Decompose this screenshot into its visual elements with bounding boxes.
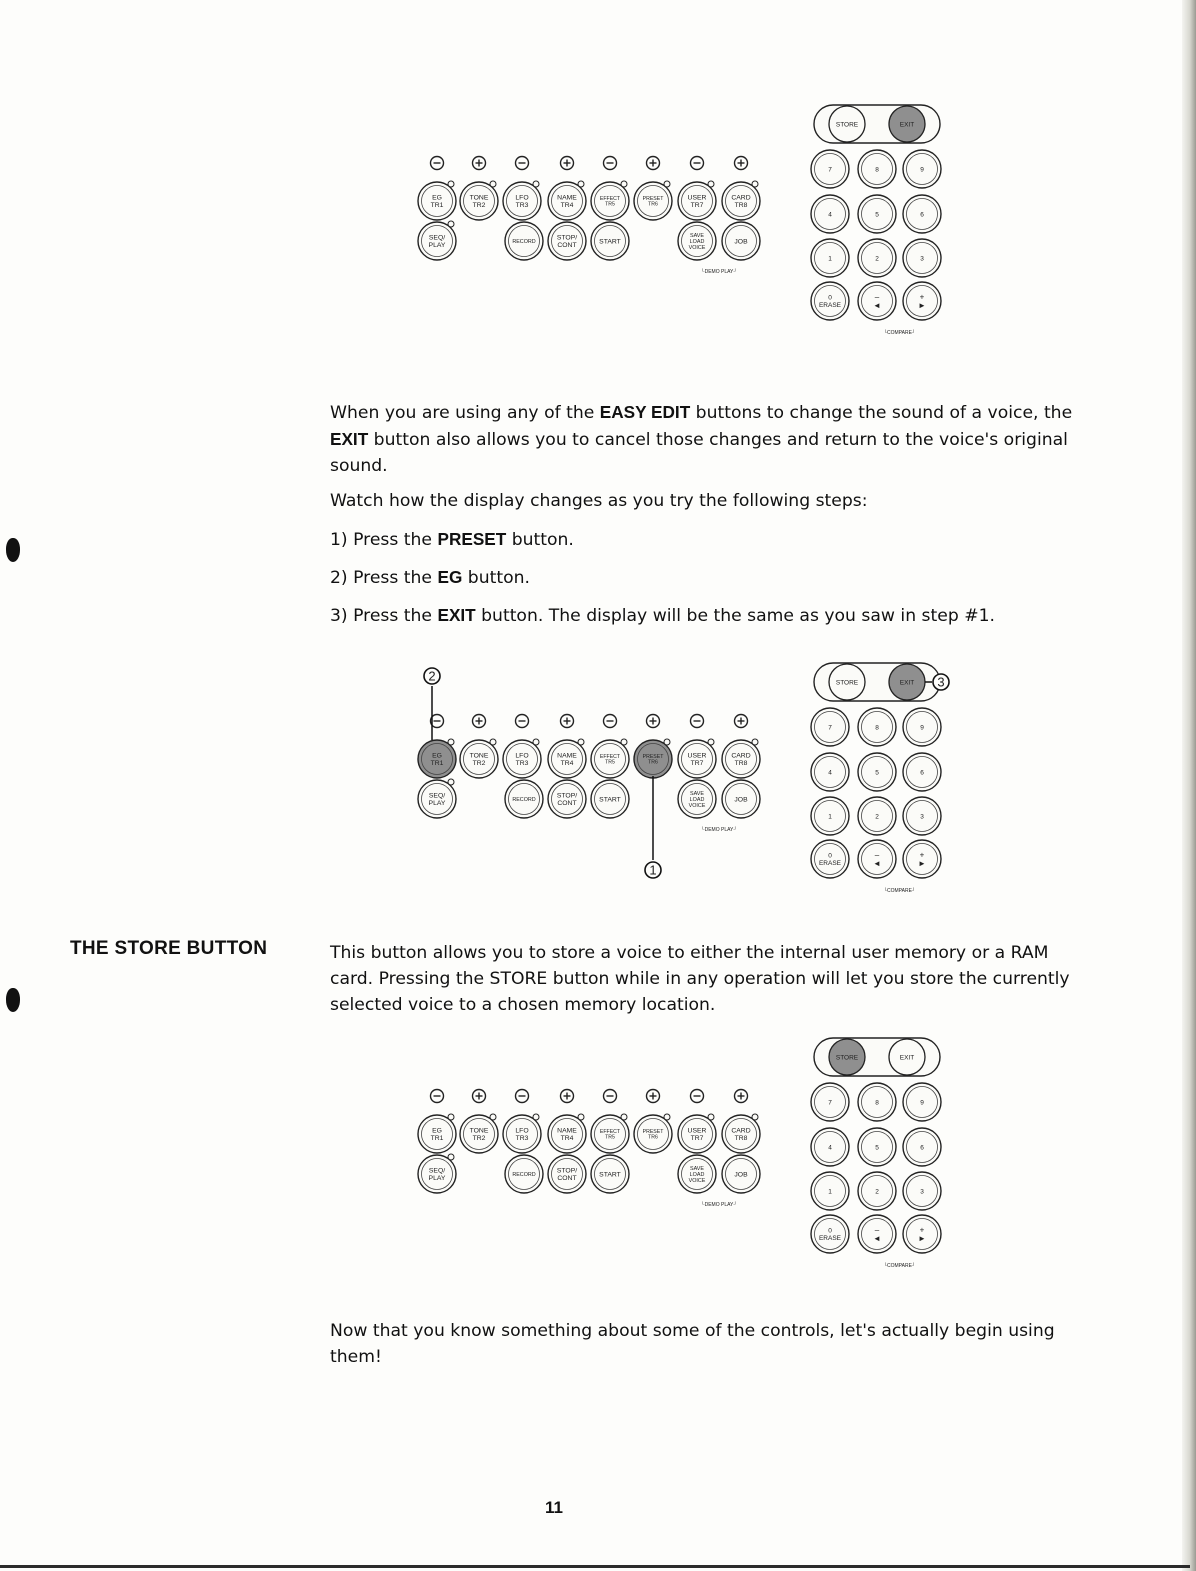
easy-edit-user-label: USER: [687, 752, 707, 760]
save-load-voice-label: VOICE: [688, 802, 706, 809]
stop-cont-label: STOP/: [556, 1167, 578, 1175]
erase-label: 0: [828, 1227, 832, 1235]
erase-label: 0: [828, 294, 832, 302]
easy-edit-tone-label: TONE: [469, 194, 489, 202]
stop-cont-label: STOP/: [556, 792, 578, 800]
easy-edit-card-label: CARD: [731, 752, 751, 760]
erase-label: 0: [828, 852, 832, 860]
led-indicator-icon: [490, 181, 496, 187]
decrement-label: ◄: [873, 1234, 881, 1244]
stop-cont-label: CONT: [557, 242, 577, 250]
callout-2-icon-number: 2: [428, 668, 436, 684]
easy-edit-lfo-label: LFO: [515, 194, 529, 202]
led-indicator-icon: [621, 1114, 627, 1120]
compare-label: └COMPARE┘: [883, 1263, 916, 1269]
decrement-label: –: [874, 1225, 880, 1235]
led-indicator-icon: [621, 739, 627, 745]
seq-play-label: PLAY: [428, 1175, 446, 1183]
step-2: [330, 564, 1082, 591]
start-label: START: [599, 1171, 621, 1179]
increment-label: +: [919, 850, 925, 860]
easy-edit-preset-label: TR6: [648, 201, 658, 208]
key-2-label: 2: [875, 1188, 879, 1196]
store-paragraph: [330, 940, 1082, 1018]
easy-edit-effect-label: TR5: [605, 1134, 615, 1141]
store-label: STORE: [835, 121, 859, 129]
stop-cont-label: STOP/: [556, 234, 578, 242]
record-label: RECORD: [512, 796, 536, 803]
easy-edit-preset-label: PRESET: [642, 1128, 664, 1135]
step-text: button.: [506, 530, 574, 550]
easy-edit-eg-label: EG: [432, 1127, 442, 1135]
easy-edit-user-label: USER: [687, 1127, 707, 1135]
easy-edit-name-label: NAME: [557, 752, 577, 760]
easy-edit-effect-label: TR5: [605, 201, 615, 208]
key-7-label: 7: [828, 166, 832, 174]
easy-edit-preset-label: PRESET: [642, 753, 664, 760]
easy-edit-card-label: CARD: [731, 194, 751, 202]
punch-hole-mark: [6, 538, 20, 562]
easy-edit-eg-label: EG: [432, 194, 442, 202]
key-1-label: 1: [828, 255, 832, 263]
store-label: STORE: [835, 1054, 859, 1062]
exit-label: EXIT: [899, 121, 915, 129]
demo-play-label: └DEMO PLAY┘: [701, 827, 737, 833]
easy-edit-tone-label: TONE: [469, 752, 489, 760]
control-panel-diagram: [410, 100, 950, 340]
easy-edit-user-label: TR7: [690, 1135, 704, 1143]
key-9-label: 9: [920, 724, 924, 732]
bold-term: EXIT: [330, 429, 369, 449]
exit-label: EXIT: [899, 1054, 915, 1062]
store-text: This button allows you to store a voice to either the internal user memory or a RAM card. Pressing the STORE button while in any operation will let you store the currently selected voice to a chosen memory location.: [330, 943, 1070, 1015]
save-load-voice-label: SAVE: [690, 1165, 704, 1172]
easy-edit-eg-label: TR1: [430, 760, 444, 768]
easy-edit-eg-label: TR1: [430, 202, 444, 210]
easy-edit-effect-label: EFFECT: [599, 195, 621, 202]
easy-edit-lfo-label: LFO: [515, 1127, 529, 1135]
key-4-label: 4: [828, 1144, 832, 1152]
exit-label: EXIT: [899, 679, 915, 687]
key-9-label: 9: [920, 166, 924, 174]
seq-play-label: SEQ/: [428, 792, 446, 800]
text-run: When you are using any of the: [330, 403, 600, 423]
save-load-voice-label: SAVE: [690, 790, 704, 797]
key-7-label: 7: [828, 1099, 832, 1107]
section-heading: THE STORE BUTTON: [70, 938, 268, 959]
led-indicator-icon: [448, 1154, 454, 1160]
step-1: [330, 526, 1082, 553]
stop-cont-label: CONT: [557, 800, 577, 808]
save-load-voice-label: SAVE: [690, 232, 704, 239]
easy-edit-effect-label: EFFECT: [599, 1128, 621, 1135]
bold-term: EXIT: [437, 605, 476, 625]
decrement-label: ◄: [873, 301, 881, 311]
key-6-label: 6: [920, 1144, 924, 1152]
seq-play-label: PLAY: [428, 800, 446, 808]
key-4-label: 4: [828, 769, 832, 777]
easy-edit-tone-label: TONE: [469, 1127, 489, 1135]
job-label: JOB: [734, 238, 748, 246]
start-label: START: [599, 796, 621, 804]
punch-hole-mark: [6, 988, 20, 1012]
increment-label: +: [919, 1225, 925, 1235]
easy-edit-card-label: TR8: [734, 1135, 748, 1143]
easy-edit-effect-label: TR5: [605, 759, 615, 766]
store-label: STORE: [835, 679, 859, 687]
easy-edit-card-label: TR8: [734, 202, 748, 210]
decrement-label: –: [874, 850, 880, 860]
text-run: buttons to change the sound of a voice, the: [690, 403, 1073, 423]
easy-edit-eg-label: TR1: [430, 1135, 444, 1143]
led-indicator-icon: [448, 739, 454, 745]
easy-edit-name-label: TR4: [560, 760, 574, 768]
easy-edit-lfo-label: LFO: [515, 752, 529, 760]
bold-term: PRESET: [437, 529, 507, 549]
led-indicator-icon: [533, 1114, 539, 1120]
led-indicator-icon: [578, 739, 584, 745]
step-3: [330, 602, 1082, 629]
compare-label: └COMPARE┘: [883, 888, 916, 894]
save-load-voice-label: LOAD: [689, 796, 705, 803]
compare-label: └COMPARE┘: [883, 330, 916, 336]
page-edge-shadow: [1182, 0, 1196, 1571]
key-5-label: 5: [875, 1144, 879, 1152]
bold-term: EASY EDIT: [599, 402, 691, 422]
seq-play-label: SEQ/: [428, 1167, 446, 1175]
closing-paragraph: [330, 1318, 1082, 1370]
easy-edit-name-label: TR4: [560, 202, 574, 210]
key-7-label: 7: [828, 724, 832, 732]
erase-label: ERASE: [818, 1234, 842, 1242]
led-indicator-icon: [490, 739, 496, 745]
led-indicator-icon: [448, 181, 454, 187]
key-5-label: 5: [875, 769, 879, 777]
key-1-label: 1: [828, 813, 832, 821]
page-number: 11: [545, 1498, 563, 1517]
step-text: 2) Press the: [330, 568, 438, 588]
key-3-label: 3: [920, 1188, 924, 1196]
key-9-label: 9: [920, 1099, 924, 1107]
step-text: 3) Press the: [330, 606, 438, 626]
record-label: RECORD: [512, 1171, 536, 1178]
increment-label: +: [919, 292, 925, 302]
closing-text: Now that you know something about some of the controls, let's actually begin using them!: [330, 1321, 1055, 1367]
easy-edit-preset-label: TR6: [648, 1134, 658, 1141]
increment-label: ►: [918, 1234, 926, 1244]
key-2-label: 2: [875, 255, 879, 263]
step-text: 1) Press the: [330, 530, 438, 550]
decrement-label: –: [874, 292, 880, 302]
step-text: button.: [462, 568, 530, 588]
led-indicator-icon: [578, 181, 584, 187]
job-label: JOB: [734, 796, 748, 804]
bold-term: EG: [437, 567, 463, 587]
led-indicator-icon: [752, 739, 758, 745]
easy-edit-lfo-label: TR3: [515, 1135, 529, 1143]
key-8-label: 8: [875, 1099, 879, 1107]
demo-play-label: └DEMO PLAY┘: [701, 1202, 737, 1208]
key-3-label: 3: [920, 255, 924, 263]
easy-edit-effect-label: EFFECT: [599, 753, 621, 760]
led-indicator-icon: [533, 739, 539, 745]
stop-cont-label: CONT: [557, 1175, 577, 1183]
seq-play-label: PLAY: [428, 242, 446, 250]
job-label: JOB: [734, 1171, 748, 1179]
led-indicator-icon: [621, 181, 627, 187]
erase-label: ERASE: [818, 301, 842, 309]
led-indicator-icon: [752, 181, 758, 187]
easy-edit-paragraph: [330, 399, 1082, 479]
callout-1-icon-number: 1: [649, 862, 657, 878]
key-1-label: 1: [828, 1188, 832, 1196]
easy-edit-tone-label: TR2: [472, 202, 486, 210]
decrement-label: ◄: [873, 859, 881, 869]
increment-label: ►: [918, 859, 926, 869]
led-indicator-icon: [708, 739, 714, 745]
led-indicator-icon: [448, 1114, 454, 1120]
bottom-rule: [0, 1565, 1190, 1568]
led-indicator-icon: [448, 221, 454, 227]
key-5-label: 5: [875, 211, 879, 219]
led-indicator-icon: [490, 1114, 496, 1120]
easy-edit-name-label: NAME: [557, 1127, 577, 1135]
easy-edit-preset-label: TR6: [648, 759, 658, 766]
panel-figure-store: [410, 1033, 950, 1273]
led-indicator-icon: [578, 1114, 584, 1120]
key-3-label: 3: [920, 813, 924, 821]
demo-play-label: └DEMO PLAY┘: [701, 269, 737, 275]
led-indicator-icon: [664, 181, 670, 187]
panel-figure-exit: [410, 100, 950, 340]
text-run: button also allows you to cancel those changes and return to the voice's original sound.: [330, 430, 1068, 476]
callout-3-icon-number: 3: [937, 674, 945, 690]
save-load-voice-label: VOICE: [688, 244, 706, 251]
step-text: button. The display will be the same as you saw in step #1.: [475, 606, 995, 626]
easy-edit-lfo-label: TR3: [515, 760, 529, 768]
easy-edit-card-label: CARD: [731, 1127, 751, 1135]
panel-figure-exit-steps: [410, 658, 950, 898]
easy-edit-lfo-label: TR3: [515, 202, 529, 210]
led-indicator-icon: [708, 1114, 714, 1120]
instruction-text: Watch how the display changes as you try the following steps:: [330, 491, 868, 511]
instruction-paragraph: [330, 488, 1082, 514]
easy-edit-card-label: TR8: [734, 760, 748, 768]
easy-edit-name-label: TR4: [560, 1135, 574, 1143]
save-load-voice-label: LOAD: [689, 238, 705, 245]
easy-edit-name-label: NAME: [557, 194, 577, 202]
led-indicator-icon: [708, 181, 714, 187]
led-indicator-icon: [448, 779, 454, 785]
save-load-voice-label: VOICE: [688, 1177, 706, 1184]
key-6-label: 6: [920, 211, 924, 219]
control-panel-diagram: [410, 1033, 950, 1273]
key-2-label: 2: [875, 813, 879, 821]
record-label: RECORD: [512, 238, 536, 245]
save-load-voice-label: LOAD: [689, 1171, 705, 1178]
erase-label: ERASE: [818, 859, 842, 867]
easy-edit-user-label: TR7: [690, 202, 704, 210]
key-6-label: 6: [920, 769, 924, 777]
easy-edit-eg-label: EG: [432, 752, 442, 760]
easy-edit-user-label: TR7: [690, 760, 704, 768]
seq-play-label: SEQ/: [428, 234, 446, 242]
key-4-label: 4: [828, 211, 832, 219]
easy-edit-preset-label: PRESET: [642, 195, 664, 202]
easy-edit-tone-label: TR2: [472, 760, 486, 768]
start-label: START: [599, 238, 621, 246]
easy-edit-tone-label: TR2: [472, 1135, 486, 1143]
led-indicator-icon: [664, 1114, 670, 1120]
led-indicator-icon: [533, 181, 539, 187]
control-panel-diagram: [410, 658, 950, 898]
key-8-label: 8: [875, 724, 879, 732]
key-8-label: 8: [875, 166, 879, 174]
increment-label: ►: [918, 301, 926, 311]
led-indicator-icon: [752, 1114, 758, 1120]
led-indicator-icon: [664, 739, 670, 745]
easy-edit-user-label: USER: [687, 194, 707, 202]
